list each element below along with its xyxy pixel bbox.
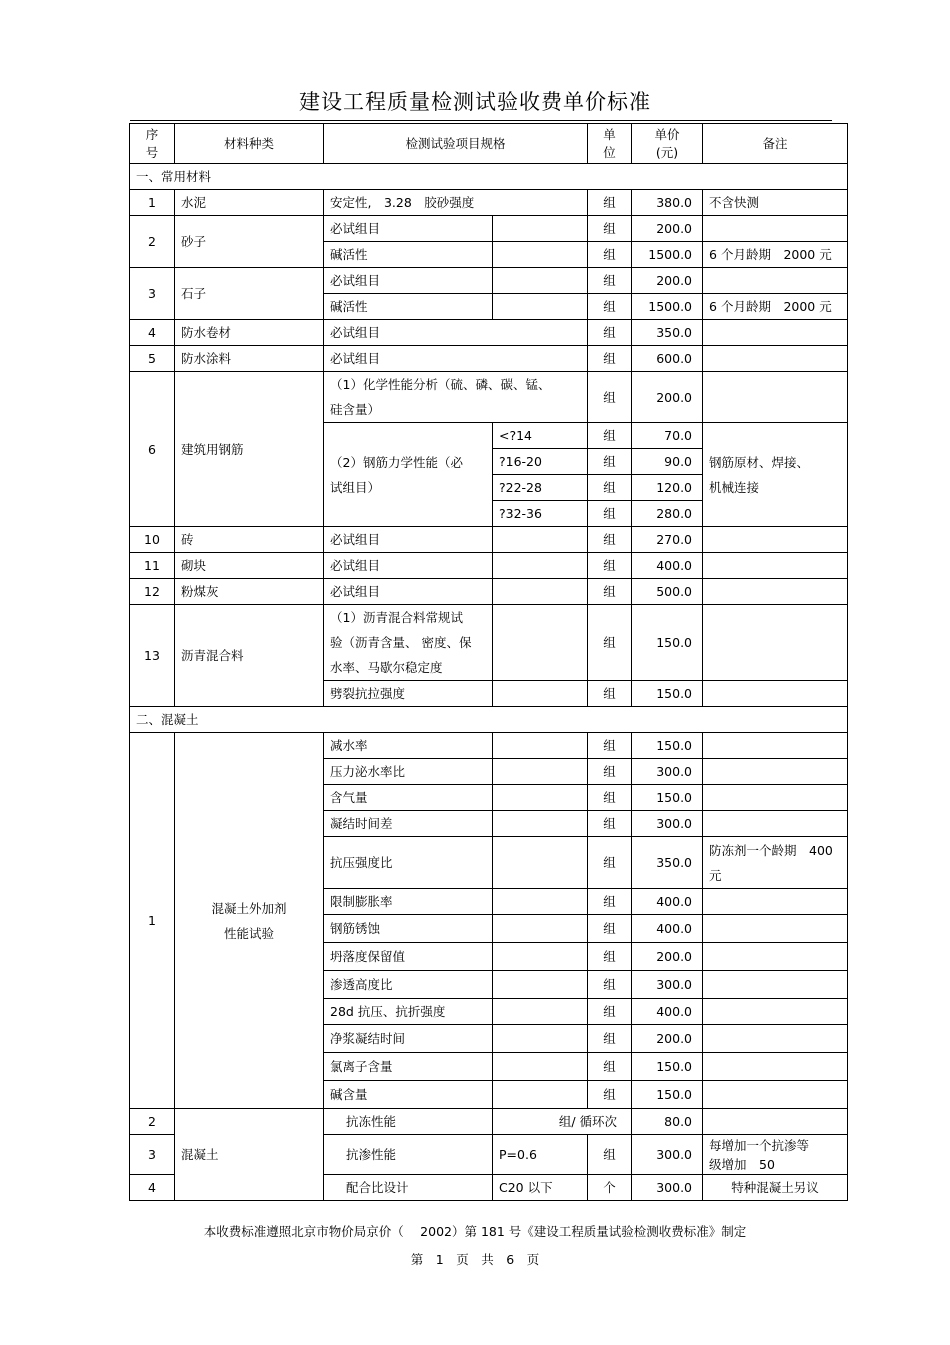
row-unit: 个 [588, 1175, 632, 1201]
row-material: 建筑用钢筋 [175, 372, 324, 527]
cell-text-line: （2）钢筋力学性能（必 [330, 454, 463, 470]
row-remark: 特种混凝土另议 [703, 1175, 848, 1201]
cell-text-line: 钢筋原材、焊接、 [709, 454, 810, 470]
row-item: 必试组目 [324, 320, 588, 346]
row-price: 150.0 [632, 605, 703, 681]
row-spec [493, 971, 588, 999]
row-unit: 组 [588, 999, 632, 1025]
row-unit: 组/ 循环次 [493, 1109, 632, 1135]
table-row [130, 346, 848, 372]
row-item: 必试组目 [324, 346, 588, 372]
row-unit: 组 [588, 320, 632, 346]
row-remark [703, 889, 848, 915]
cell-text-line: 混凝土外加剂 [211, 900, 287, 916]
row-price: 350.0 [632, 320, 703, 346]
row-price: 200.0 [632, 1025, 703, 1053]
row-item: 凝结时间差 [324, 811, 493, 837]
row-unit: 组 [588, 475, 632, 501]
row-price: 200.0 [632, 372, 703, 423]
row-remark [703, 1135, 848, 1175]
row-no: 4 [130, 1175, 175, 1201]
cell-text-line: 防冻剂一个龄期 400 [709, 842, 833, 858]
table-row [130, 1109, 848, 1135]
row-unit: 组 [588, 605, 632, 681]
row-item: 含气量 [324, 785, 493, 811]
row-material: 水泥 [175, 190, 324, 216]
table-row [130, 320, 848, 346]
header-remark: 备注 [703, 124, 848, 164]
row-price: 150.0 [632, 681, 703, 707]
row-item: 坍落度保留值 [324, 943, 493, 971]
row-item: 必试组目 [324, 579, 493, 605]
row-price: 600.0 [632, 346, 703, 372]
cell-text-line: 级增加 50 [709, 1156, 775, 1172]
row-unit: 组 [588, 346, 632, 372]
table-row [130, 190, 848, 216]
row-remark [703, 837, 848, 889]
cell-text-line: 元 [709, 867, 722, 883]
row-unit: 组 [588, 294, 632, 320]
row-price: 300.0 [632, 1175, 703, 1201]
row-remark [703, 785, 848, 811]
row-spec: P=0.6 [493, 1135, 588, 1175]
row-remark [703, 999, 848, 1025]
row-item: 必试组目 [324, 268, 493, 294]
row-unit: 组 [588, 216, 632, 242]
row-material: 砌块 [175, 553, 324, 579]
cell-text-line: 号 [145, 144, 159, 160]
row-remark [703, 527, 848, 553]
row-unit: 组 [588, 372, 632, 423]
row-price: 1500.0 [632, 294, 703, 320]
row-remark: 6 个月龄期 2000 元 [703, 294, 848, 320]
table-header-row [130, 124, 848, 164]
row-unit: 组 [588, 785, 632, 811]
fee-table [129, 123, 848, 1201]
row-remark [703, 811, 848, 837]
row-no: 1 [130, 733, 175, 1109]
row-unit: 组 [588, 1135, 632, 1175]
row-no: 5 [130, 346, 175, 372]
row-price: 300.0 [632, 811, 703, 837]
row-item: 配合比设计 [324, 1175, 493, 1201]
row-no: 4 [130, 320, 175, 346]
row-unit: 组 [588, 1025, 632, 1053]
row-remark [703, 605, 848, 681]
table-row [130, 164, 848, 190]
row-item: 限制膨胀率 [324, 889, 493, 915]
row-spec [493, 605, 588, 681]
row-unit: 组 [588, 449, 632, 475]
cell-text-line: 序 [145, 126, 159, 142]
row-price: 200.0 [632, 943, 703, 971]
table-row [130, 268, 848, 294]
row-remark: 不含快测 [703, 190, 848, 216]
row-remark [703, 971, 848, 999]
section-heading: 一、常用材料 [130, 164, 848, 190]
row-remark [703, 733, 848, 759]
row-remark [703, 579, 848, 605]
row-spec [493, 915, 588, 943]
row-unit: 组 [588, 527, 632, 553]
row-material: 石子 [175, 268, 324, 320]
row-spec [493, 242, 588, 268]
row-remark [703, 216, 848, 242]
row-spec: C20 以下 [493, 1175, 588, 1201]
row-item: 减水率 [324, 733, 493, 759]
row-price: 1500.0 [632, 242, 703, 268]
row-unit: 组 [588, 1081, 632, 1109]
row-material [175, 733, 324, 1109]
row-material: 防水涂料 [175, 346, 324, 372]
table-row [130, 216, 848, 242]
row-remark [703, 759, 848, 785]
row-price: 120.0 [632, 475, 703, 501]
row-remark [703, 915, 848, 943]
row-unit: 组 [588, 889, 632, 915]
row-no: 3 [130, 268, 175, 320]
row-no: 10 [130, 527, 175, 553]
row-spec: ?22-28 [493, 475, 588, 501]
title-underline [130, 120, 832, 121]
table-row [130, 605, 848, 681]
header-seq [130, 124, 175, 164]
row-spec [493, 999, 588, 1025]
row-price: 200.0 [632, 216, 703, 242]
row-material: 防水卷材 [175, 320, 324, 346]
row-spec [493, 785, 588, 811]
row-item: 碱活性 [324, 242, 493, 268]
row-spec [493, 268, 588, 294]
row-unit: 组 [588, 759, 632, 785]
table-row [130, 527, 848, 553]
row-material: 粉煤灰 [175, 579, 324, 605]
row-price: 280.0 [632, 501, 703, 527]
row-spec [493, 759, 588, 785]
row-price: 150.0 [632, 733, 703, 759]
row-price: 350.0 [632, 837, 703, 889]
row-material: 砂子 [175, 216, 324, 268]
cell-text-line: 每增加一个抗渗等 [709, 1137, 810, 1153]
cell-text-line: 试组目） [330, 479, 381, 495]
row-no: 13 [130, 605, 175, 707]
header-item: 检测试验项目规格 [324, 124, 588, 164]
table-row [130, 372, 848, 423]
cell-text-line: 性能试验 [223, 925, 274, 941]
row-item: 碱活性 [324, 294, 493, 320]
page-title: 建设工程质量检测试验收费单价标准 [299, 90, 651, 114]
footer-note: 本收费标准遵照北京市物价局京价（ 2002）第 181 号《建设工程质量试验检测收费标准》制定 [203, 1224, 747, 1239]
table-row [130, 733, 848, 759]
row-unit: 组 [588, 423, 632, 449]
row-no: 6 [130, 372, 175, 527]
row-spec [493, 553, 588, 579]
row-unit: 组 [588, 733, 632, 759]
row-price: 400.0 [632, 889, 703, 915]
row-spec [493, 527, 588, 553]
row-price: 90.0 [632, 449, 703, 475]
row-no: 12 [130, 579, 175, 605]
row-price: 400.0 [632, 553, 703, 579]
row-price: 380.0 [632, 190, 703, 216]
row-spec [493, 216, 588, 242]
row-item [324, 423, 493, 527]
cell-text-line: 机械连接 [709, 479, 760, 495]
row-remark [703, 1025, 848, 1053]
row-item: 氯离子含量 [324, 1053, 493, 1081]
row-unit: 组 [588, 837, 632, 889]
row-price: 400.0 [632, 915, 703, 943]
row-spec [493, 1053, 588, 1081]
row-spec [493, 579, 588, 605]
row-spec [493, 294, 588, 320]
row-item: 必试组目 [324, 216, 493, 242]
row-remark [703, 423, 848, 527]
row-remark [703, 372, 848, 423]
row-unit: 组 [588, 943, 632, 971]
row-price: 150.0 [632, 785, 703, 811]
cell-text-line: 验（沥青含量、 密度、保 [330, 635, 472, 650]
row-spec [493, 1025, 588, 1053]
row-unit: 组 [588, 579, 632, 605]
row-spec: <?14 [493, 423, 588, 449]
row-item: 抗冻性能 [324, 1109, 493, 1135]
cell-text-line: 单 [603, 126, 616, 142]
row-item: 必试组目 [324, 553, 493, 579]
cell-text-line: 位 [603, 144, 616, 160]
row-remark [703, 320, 848, 346]
row-unit: 组 [588, 501, 632, 527]
row-price: 300.0 [632, 759, 703, 785]
row-remark [703, 1109, 848, 1135]
row-item [324, 605, 493, 681]
row-remark [703, 681, 848, 707]
row-material: 砖 [175, 527, 324, 553]
cell-text-line: （1）沥青混合料常规试 [330, 610, 463, 625]
cell-text-line: （1）化学性能分析（硫、磷、碳、锰、 [330, 377, 551, 392]
row-spec: ?16-20 [493, 449, 588, 475]
row-price: 80.0 [632, 1109, 703, 1135]
row-material: 混凝土 [175, 1109, 324, 1201]
row-item: 必试组目 [324, 527, 493, 553]
row-no: 1 [130, 190, 175, 216]
row-item: 压力泌水率比 [324, 759, 493, 785]
row-price: 300.0 [632, 1135, 703, 1175]
row-spec [493, 837, 588, 889]
row-spec [493, 733, 588, 759]
row-unit: 组 [588, 190, 632, 216]
row-price: 200.0 [632, 268, 703, 294]
row-remark [703, 1081, 848, 1109]
row-spec [493, 1081, 588, 1109]
row-spec: ?32-36 [493, 501, 588, 527]
table-row [130, 579, 848, 605]
header-price [632, 124, 703, 164]
table-row [130, 553, 848, 579]
row-remark [703, 1053, 848, 1081]
cell-text-line: 单价 [654, 126, 680, 142]
row-spec [493, 681, 588, 707]
row-item: 钢筋锈蚀 [324, 915, 493, 943]
row-price: 70.0 [632, 423, 703, 449]
row-unit: 组 [588, 242, 632, 268]
row-remark: 6 个月龄期 2000 元 [703, 242, 848, 268]
row-item: 28d 抗压、抗折强度 [324, 999, 493, 1025]
row-unit: 组 [588, 268, 632, 294]
row-no: 2 [130, 216, 175, 268]
row-item: 抗渗性能 [324, 1135, 493, 1175]
header-unit [588, 124, 632, 164]
row-price: 400.0 [632, 999, 703, 1025]
row-unit: 组 [588, 811, 632, 837]
header-material: 材料种类 [175, 124, 324, 164]
row-no: 3 [130, 1135, 175, 1175]
cell-text-line: 水率、马歇尔稳定度 [330, 660, 443, 675]
row-unit: 组 [588, 971, 632, 999]
row-price: 500.0 [632, 579, 703, 605]
row-remark [703, 346, 848, 372]
row-price: 150.0 [632, 1053, 703, 1081]
row-spec [493, 943, 588, 971]
row-item [324, 372, 588, 423]
row-item: 渗透高度比 [324, 971, 493, 999]
row-no: 2 [130, 1109, 175, 1135]
row-unit: 组 [588, 681, 632, 707]
row-spec [493, 889, 588, 915]
table-row [130, 707, 848, 733]
row-unit: 组 [588, 1053, 632, 1081]
cell-text-line: (元) [655, 144, 679, 160]
row-remark [703, 553, 848, 579]
row-spec [493, 811, 588, 837]
row-unit: 组 [588, 553, 632, 579]
section-heading: 二、混凝土 [130, 707, 848, 733]
row-item: 劈裂抗拉强度 [324, 681, 493, 707]
row-no: 11 [130, 553, 175, 579]
row-item: 抗压强度比 [324, 837, 493, 889]
row-item: 净浆凝结时间 [324, 1025, 493, 1053]
row-remark [703, 268, 848, 294]
row-item: 安定性, 3.28 胶砂强度 [324, 190, 588, 216]
cell-text-line: 硅含量） [330, 402, 381, 417]
row-item: 碱含量 [324, 1081, 493, 1109]
page-number: 第 1 页 共 6 页 [410, 1252, 540, 1267]
row-remark [703, 943, 848, 971]
row-material: 沥青混合料 [175, 605, 324, 707]
row-price: 270.0 [632, 527, 703, 553]
row-price: 150.0 [632, 1081, 703, 1109]
row-unit: 组 [588, 915, 632, 943]
row-price: 300.0 [632, 971, 703, 999]
